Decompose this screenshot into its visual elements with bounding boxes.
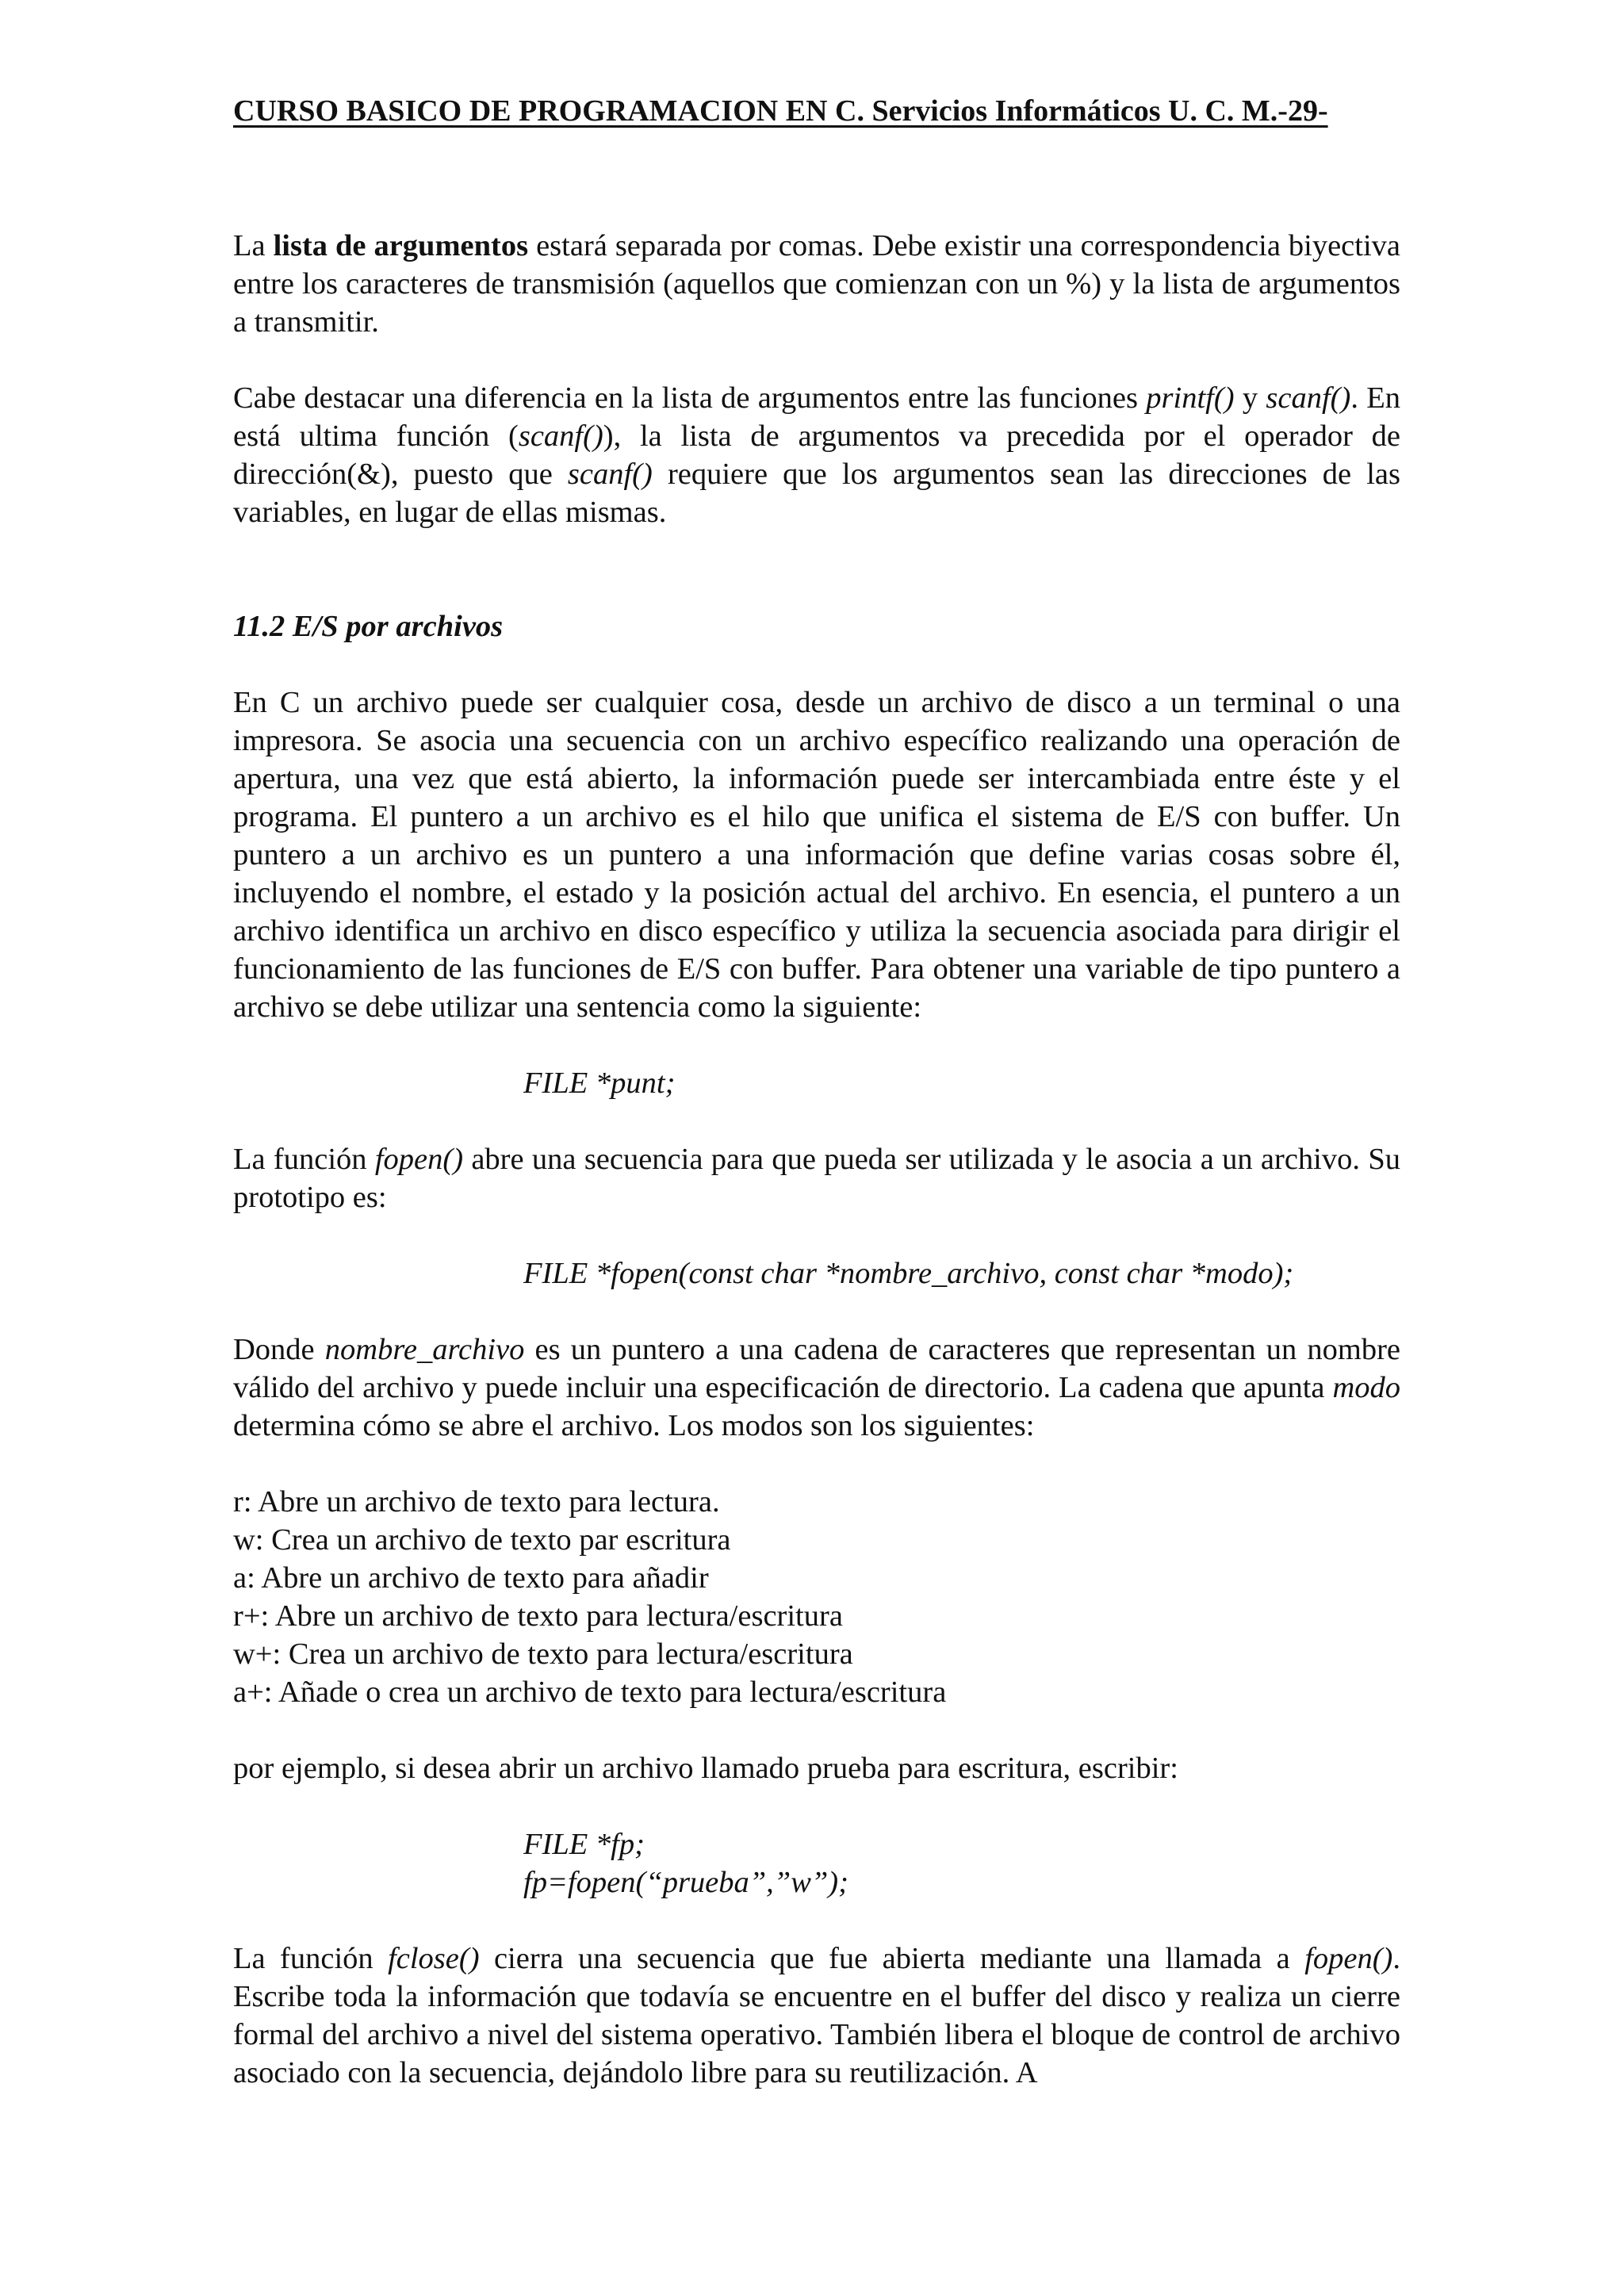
- code-term: scanf(): [1266, 381, 1351, 415]
- text-span: La: [233, 229, 274, 262]
- text-span: ), la lista de argumentos va precedida por el operador de dirección(&), puesto que: [233, 419, 1400, 491]
- code-term: scanf(): [567, 458, 653, 491]
- code-term: scanf(): [518, 419, 603, 453]
- text-span: . Escribe toda la información que todavía se encuentre en el buffer del disco y realiza un cierre formal del archivo a nivel del sistema operativo. También libera el bloque de control de archivo asociado con la secuencia, dejándolo libre para su reutilización. A: [233, 1942, 1400, 2089]
- paragraph-lista-argumentos: [233, 227, 1400, 341]
- text-span: requiere que los argumentos sean las direcciones de las variables, en lugar de ellas mismas.: [233, 458, 1400, 529]
- mode-item: w: Crea un archivo de texto par escritura: [233, 1523, 731, 1557]
- text-span: Donde: [233, 1333, 325, 1366]
- page-header: CURSO BASICO DE PROGRAMACION EN C. Servicios Informáticos U. C. M.-29-: [233, 94, 1328, 128]
- code-term: fclose(): [388, 1942, 480, 1975]
- text-span: cierra una secuencia que fue abierta mediante una llamada a: [479, 1942, 1305, 1975]
- text-span: determina cómo se abre el archivo. Los modos son los siguientes:: [233, 1409, 1035, 1442]
- code-example-block: [233, 1825, 1400, 1901]
- text-span: Cabe destacar una diferencia en la lista de argumentos entre las funciones: [233, 381, 1147, 415]
- mode-item: w+: Crea un archivo de texto para lectura/escritura: [233, 1637, 853, 1671]
- text-span: estará separada por comas. Debe existir una correspondencia biyectiva entre los caracteres de transmisión (aquellos que comienzan con un %) y la lista de argumentos a transmitir.: [233, 229, 1400, 339]
- paragraph-nombre-archivo: [233, 1331, 1400, 1445]
- text-span: abre una secuencia para que pueda ser utilizada y le asocia a un archivo. Su prototipo es:: [233, 1143, 1400, 1214]
- paragraph-fclose: [233, 1940, 1400, 2092]
- mode-item: r: Abre un archivo de texto para lectura.: [233, 1485, 720, 1518]
- paragraph-ejemplo: por ejemplo, si desea abrir un archivo llamado prueba para escritura, escribir:: [233, 1752, 1178, 1785]
- text-span: es un puntero a una cadena de caracteres que representan un nombre válido del archivo y puede incluir una especificación de directorio. La cadena que apunta: [233, 1333, 1400, 1404]
- code-term: fopen(): [1304, 1942, 1393, 1975]
- code-term: modo: [1332, 1371, 1400, 1404]
- code-fopen-prototype: FILE *fopen(const char *nombre_archivo, const char *modo);: [523, 1257, 1294, 1290]
- code-file-punt: FILE *punt;: [523, 1067, 676, 1100]
- section-heading: 11.2 E/S por archivos: [233, 610, 504, 643]
- paragraph-printf-scanf: [233, 379, 1400, 531]
- mode-item: a: Abre un archivo de texto para añadir: [233, 1561, 709, 1595]
- bold-term: lista de argumentos: [273, 229, 529, 262]
- code-term: fopen(): [374, 1143, 464, 1176]
- mode-item: r+: Abre un archivo de texto para lectura/escritura: [233, 1599, 843, 1633]
- code-term: printf(): [1146, 381, 1235, 415]
- code-term: nombre_archivo: [324, 1333, 525, 1366]
- text-span: La función: [233, 1143, 375, 1176]
- text-span: y: [1234, 381, 1266, 415]
- text-span: La función: [233, 1942, 389, 1975]
- paragraph-fopen: [233, 1140, 1400, 1216]
- mode-item: a+: Añade o crea un archivo de texto para lectura/escritura: [233, 1676, 947, 1709]
- modes-list: [233, 1483, 1400, 1711]
- code-line: FILE *fp;: [523, 1828, 645, 1861]
- paragraph-archivos-intro: En C un archivo puede ser cualquier cosa, desde un archivo de disco a un terminal o una impresora. Se asocia una secuencia con un archivo específico realizando una operación de apertura, una vez que está abierto, la información puede ser intercambiada entre éste y el programa. El puntero a un archivo es el hilo que unifica el sistema de E/S con buffer. Un puntero a un archivo es un puntero a una información que define varias cosas sobre él, incluyendo el nombre, el estado y la posición actual del archivo. En esencia, el puntero a un archivo identifica un archivo en disco específico y utiliza la secuencia asociada para dirigir el funcionamiento de las funciones de E/S con buffer. Para obtener una variable de tipo puntero a archivo se debe utilizar una sentencia como la siguiente:: [233, 686, 1400, 1024]
- text-span: . En está ultima función (: [233, 381, 1401, 453]
- code-line: fp=fopen(“prueba”,”w”);: [523, 1866, 848, 1899]
- page-content: [233, 227, 1400, 2092]
